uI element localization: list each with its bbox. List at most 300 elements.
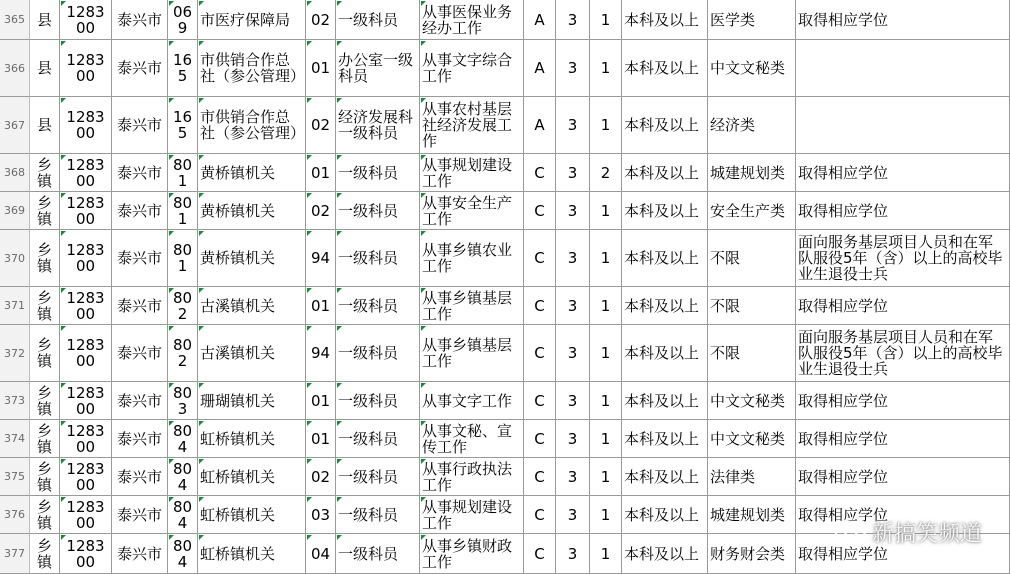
row-header[interactable]: 377 — [0, 534, 30, 574]
job-duty-cell[interactable] — [420, 0, 524, 40]
ratio-text: 3 — [567, 344, 578, 362]
position-cell[interactable] — [336, 287, 420, 325]
city-cell[interactable] — [112, 230, 168, 287]
ratio-cell[interactable] — [556, 40, 590, 97]
quota-text: 1 — [600, 429, 611, 448]
city-cell[interactable] — [112, 192, 168, 230]
org-code-cell[interactable] — [60, 534, 112, 574]
level-cell[interactable] — [30, 0, 60, 40]
education-cell[interactable] — [622, 287, 708, 325]
category-cell[interactable] — [524, 192, 556, 230]
job-duty-cell[interactable] — [420, 40, 524, 97]
quota-cell[interactable] — [590, 230, 622, 287]
dept-code-cell[interactable] — [168, 420, 198, 458]
category-text: A — [534, 10, 545, 29]
remarks-cell[interactable] — [796, 287, 1010, 325]
department-cell[interactable] — [198, 534, 306, 574]
cell-indicator-icon — [337, 459, 342, 464]
level-cell[interactable] — [30, 325, 60, 382]
row-header[interactable]: 373 — [0, 382, 30, 420]
level-cell[interactable] — [30, 192, 60, 230]
level-cell[interactable] — [30, 154, 60, 192]
level-text: 乡镇 — [36, 383, 52, 418]
ratio-text: 3 — [567, 116, 578, 134]
row-header[interactable]: 369 — [0, 192, 30, 230]
table-row[interactable] — [0, 0, 1010, 40]
ratio-cell[interactable] — [556, 230, 590, 287]
position-cell[interactable] — [336, 534, 420, 574]
city-cell[interactable] — [112, 154, 168, 192]
position-cell[interactable] — [336, 496, 420, 534]
cell-indicator-icon — [199, 41, 204, 46]
row-header[interactable]: 372 — [0, 325, 30, 382]
department-text: 市供销合作总社（参公管理） — [200, 108, 306, 142]
remarks-cell[interactable] — [796, 154, 1010, 192]
category-cell[interactable] — [524, 458, 556, 496]
major-cell[interactable] — [708, 458, 796, 496]
city-cell[interactable] — [112, 458, 168, 496]
department-cell[interactable] — [198, 230, 306, 287]
department-text: 黄桥镇机关 — [200, 163, 276, 182]
ratio-cell[interactable] — [556, 534, 590, 574]
cell-indicator-icon — [199, 193, 204, 198]
table-row[interactable] — [0, 420, 1010, 458]
category-cell[interactable] — [524, 325, 556, 382]
job-duty-text: 从事乡镇基层工作 — [422, 288, 513, 323]
dept-code-cell[interactable] — [168, 496, 198, 534]
category-cell[interactable] — [524, 97, 556, 154]
ratio-cell[interactable] — [556, 97, 590, 154]
ratio-cell[interactable] — [556, 382, 590, 420]
table-row[interactable] — [0, 382, 1010, 420]
row-header[interactable]: 365 — [0, 0, 30, 40]
quota-cell[interactable] — [590, 496, 622, 534]
table-row[interactable] — [0, 230, 1010, 287]
department-text: 市医疗保障局 — [200, 10, 291, 29]
major-cell[interactable] — [708, 97, 796, 154]
quota-cell[interactable] — [590, 382, 622, 420]
remarks-cell[interactable] — [796, 382, 1010, 420]
quota-cell[interactable] — [590, 40, 622, 97]
org-code-cell[interactable] — [60, 230, 112, 287]
education-text: 本科及以上 — [624, 201, 700, 220]
quota-cell[interactable] — [590, 287, 622, 325]
job-duty-text: 从事农村基层社经济发展工作 — [422, 100, 513, 150]
quota-cell[interactable] — [590, 192, 622, 230]
major-cell[interactable] — [708, 382, 796, 420]
cell-indicator-icon — [61, 193, 66, 198]
education-text: 本科及以上 — [624, 467, 700, 486]
position-code-text: 01 — [310, 296, 331, 315]
position-cell[interactable] — [336, 420, 420, 458]
cell-indicator-icon — [199, 326, 204, 331]
ratio-cell[interactable] — [556, 0, 590, 40]
major-cell[interactable] — [708, 0, 796, 40]
cell-indicator-icon — [61, 1, 66, 6]
ratio-cell[interactable] — [556, 496, 590, 534]
dept-code-cell[interactable] — [168, 230, 198, 287]
dept-code-cell[interactable] — [168, 382, 198, 420]
category-cell[interactable] — [524, 382, 556, 420]
education-cell[interactable] — [622, 0, 708, 40]
major-text: 城建规划类 — [710, 505, 786, 524]
quota-cell[interactable] — [590, 420, 622, 458]
row-header[interactable]: 374 — [0, 420, 30, 458]
row-header[interactable]: 376 — [0, 496, 30, 534]
ratio-cell[interactable] — [556, 325, 590, 382]
department-cell[interactable] — [198, 97, 306, 154]
position-cell[interactable] — [336, 97, 420, 154]
education-text: 本科及以上 — [624, 505, 700, 524]
city-cell[interactable] — [112, 420, 168, 458]
level-text: 乡镇 — [36, 459, 52, 494]
city-text: 泰兴市 — [116, 505, 162, 524]
quota-text: 1 — [600, 296, 611, 315]
position-code-cell[interactable] — [306, 97, 336, 154]
position-cell[interactable] — [336, 40, 420, 97]
cell-indicator-icon — [421, 1, 426, 6]
cell-indicator-icon — [61, 155, 66, 160]
major-cell[interactable] — [708, 40, 796, 97]
job-duty-cell[interactable] — [420, 458, 524, 496]
level-cell[interactable] — [30, 382, 60, 420]
dept-code-text: 801 — [172, 155, 193, 190]
job-duty-cell[interactable] — [420, 287, 524, 325]
cell-indicator-icon — [307, 459, 312, 464]
job-duty-cell[interactable] — [420, 192, 524, 230]
city-cell[interactable] — [112, 97, 168, 154]
row-header[interactable]: 368 — [0, 154, 30, 192]
city-cell[interactable] — [112, 382, 168, 420]
remarks-cell[interactable] — [796, 0, 1010, 40]
major-cell[interactable] — [708, 496, 796, 534]
org-code-text: 128300 — [66, 193, 105, 228]
row-header[interactable]: 375 — [0, 458, 30, 496]
city-cell[interactable] — [112, 40, 168, 97]
cell-indicator-icon — [337, 326, 342, 331]
city-text: 泰兴市 — [116, 116, 162, 134]
city-text: 泰兴市 — [116, 467, 162, 486]
ratio-cell[interactable] — [556, 420, 590, 458]
category-cell[interactable] — [524, 154, 556, 192]
major-text: 中文文秘类 — [710, 59, 786, 77]
cell-indicator-icon — [337, 1, 342, 6]
table-row[interactable] — [0, 154, 1010, 192]
city-cell[interactable] — [112, 496, 168, 534]
job-duty-cell[interactable] — [420, 420, 524, 458]
dept-code-cell[interactable] — [168, 287, 198, 325]
major-text: 法律类 — [710, 467, 756, 486]
position-text: 一级科员 — [338, 249, 399, 267]
org-code-cell[interactable] — [60, 382, 112, 420]
org-code-cell[interactable] — [60, 192, 112, 230]
dept-code-text: 069 — [172, 2, 193, 37]
major-cell[interactable] — [708, 420, 796, 458]
quota-cell[interactable] — [590, 154, 622, 192]
position-code-cell[interactable] — [306, 0, 336, 40]
cell-indicator-icon — [337, 193, 342, 198]
quota-text: 1 — [600, 505, 611, 524]
dept-code-cell[interactable] — [168, 0, 198, 40]
major-text: 财务财会类 — [710, 544, 786, 563]
dept-code-cell[interactable] — [168, 458, 198, 496]
remarks-text: 面向服务基层项目人员和在军队服役5年（含）以上的高校毕业生退役士兵 — [798, 233, 1003, 283]
quota-cell[interactable] — [590, 534, 622, 574]
ratio-cell[interactable] — [556, 458, 590, 496]
category-text: C — [534, 505, 545, 524]
table-row[interactable] — [0, 97, 1010, 154]
cell-indicator-icon — [421, 98, 426, 103]
education-cell[interactable] — [622, 192, 708, 230]
position-code-cell[interactable] — [306, 230, 336, 287]
table-row[interactable] — [0, 192, 1010, 230]
org-code-cell[interactable] — [60, 287, 112, 325]
org-code-cell[interactable] — [60, 40, 112, 97]
position-code-cell[interactable] — [306, 382, 336, 420]
position-cell[interactable] — [336, 230, 420, 287]
education-cell[interactable] — [622, 325, 708, 382]
quota-text: 1 — [600, 59, 611, 77]
department-cell[interactable] — [198, 420, 306, 458]
cell-indicator-icon — [307, 288, 312, 293]
remarks-text: 取得相应学位 — [798, 201, 889, 220]
major-cell[interactable] — [708, 534, 796, 574]
education-text: 本科及以上 — [624, 163, 700, 182]
major-cell[interactable] — [708, 287, 796, 325]
cell-indicator-icon — [307, 535, 312, 540]
quota-cell[interactable] — [590, 458, 622, 496]
city-cell[interactable] — [112, 534, 168, 574]
education-cell[interactable] — [622, 534, 708, 574]
cell-indicator-icon — [337, 421, 342, 426]
job-duty-cell[interactable] — [420, 97, 524, 154]
cell-indicator-icon — [307, 41, 312, 46]
major-text: 不限 — [710, 344, 741, 362]
cell-indicator-icon — [169, 41, 174, 46]
position-code-cell[interactable] — [306, 192, 336, 230]
position-cell[interactable] — [336, 192, 420, 230]
cell-indicator-icon — [199, 497, 204, 502]
department-cell[interactable] — [198, 325, 306, 382]
level-cell[interactable] — [30, 230, 60, 287]
ratio-text: 3 — [567, 296, 578, 315]
level-text: 乡镇 — [36, 288, 52, 323]
cell-indicator-icon — [421, 421, 426, 426]
dept-code-text: 801 — [172, 193, 193, 228]
category-cell[interactable] — [524, 40, 556, 97]
cell-indicator-icon — [61, 383, 66, 388]
level-cell[interactable] — [30, 458, 60, 496]
cell-indicator-icon — [199, 535, 204, 540]
table-row[interactable] — [0, 325, 1010, 382]
position-code-text: 02 — [310, 116, 331, 134]
row-header[interactable]: 366 — [0, 40, 30, 97]
major-cell[interactable] — [708, 154, 796, 192]
row-header[interactable]: 370 — [0, 230, 30, 287]
job-duty-text: 从事规划建设工作 — [422, 497, 513, 532]
department-cell[interactable] — [198, 154, 306, 192]
dept-code-cell[interactable] — [168, 154, 198, 192]
position-text: 一级科员 — [338, 505, 399, 524]
table-row[interactable] — [0, 287, 1010, 325]
department-cell[interactable] — [198, 496, 306, 534]
job-duty-cell[interactable] — [420, 534, 524, 574]
org-code-cell[interactable] — [60, 325, 112, 382]
row-header[interactable]: 371 — [0, 287, 30, 325]
position-cell[interactable] — [336, 458, 420, 496]
org-code-text: 128300 — [66, 51, 105, 85]
cell-indicator-icon — [169, 535, 174, 540]
position-code-cell[interactable] — [306, 496, 336, 534]
education-text: 本科及以上 — [624, 116, 700, 134]
ratio-cell[interactable] — [556, 154, 590, 192]
major-cell[interactable] — [708, 325, 796, 382]
table-row[interactable] — [0, 458, 1010, 496]
level-cell[interactable] — [30, 534, 60, 574]
dept-code-cell[interactable] — [168, 40, 198, 97]
category-text: C — [534, 391, 545, 410]
remarks-cell[interactable] — [796, 325, 1010, 382]
org-code-cell[interactable] — [60, 496, 112, 534]
remarks-cell[interactable] — [796, 420, 1010, 458]
position-code-text: 94 — [310, 344, 331, 362]
job-duty-cell[interactable] — [420, 230, 524, 287]
education-cell[interactable] — [622, 420, 708, 458]
dept-code-cell[interactable] — [168, 534, 198, 574]
ratio-cell[interactable] — [556, 192, 590, 230]
position-cell[interactable] — [336, 154, 420, 192]
position-code-cell[interactable] — [306, 458, 336, 496]
remarks-cell[interactable] — [796, 230, 1010, 287]
position-cell[interactable] — [336, 325, 420, 382]
ratio-cell[interactable] — [556, 287, 590, 325]
category-cell[interactable] — [524, 287, 556, 325]
remarks-cell[interactable] — [796, 192, 1010, 230]
position-code-text: 04 — [310, 544, 331, 563]
job-duty-cell[interactable] — [420, 325, 524, 382]
cell-indicator-icon — [199, 155, 204, 160]
position-code-cell[interactable] — [306, 325, 336, 382]
org-code-text: 128300 — [66, 241, 105, 275]
education-cell[interactable] — [622, 230, 708, 287]
org-code-text: 128300 — [66, 108, 105, 142]
dept-code-text: 802 — [172, 288, 193, 323]
position-code-text: 94 — [310, 249, 331, 267]
job-duty-cell[interactable] — [420, 496, 524, 534]
category-cell[interactable] — [524, 420, 556, 458]
row-header[interactable]: 367 — [0, 97, 30, 154]
position-text: 一级科员 — [338, 429, 399, 448]
position-cell[interactable] — [336, 382, 420, 420]
cell-indicator-icon — [199, 1, 204, 6]
job-duty-text: 从事文字工作 — [422, 391, 513, 410]
department-cell[interactable] — [198, 0, 306, 40]
level-text: 县 — [36, 10, 52, 29]
level-cell[interactable] — [30, 420, 60, 458]
org-code-cell[interactable] — [60, 458, 112, 496]
job-duty-text: 从事文字综合工作 — [422, 51, 513, 85]
department-cell[interactable] — [198, 458, 306, 496]
position-code-cell[interactable] — [306, 287, 336, 325]
quota-cell[interactable] — [590, 325, 622, 382]
quota-cell[interactable] — [590, 0, 622, 40]
org-code-cell[interactable] — [60, 0, 112, 40]
ratio-text: 3 — [567, 10, 578, 29]
org-code-cell[interactable] — [60, 97, 112, 154]
department-cell[interactable] — [198, 192, 306, 230]
major-cell[interactable] — [708, 230, 796, 287]
quota-text: 1 — [600, 116, 611, 134]
education-cell[interactable] — [622, 458, 708, 496]
job-duty-text: 从事文秘、宣传工作 — [422, 421, 513, 456]
ratio-text: 3 — [567, 544, 578, 563]
category-cell[interactable] — [524, 0, 556, 40]
education-cell[interactable] — [622, 382, 708, 420]
position-code-cell[interactable] — [306, 534, 336, 574]
level-cell[interactable] — [30, 287, 60, 325]
dept-code-cell[interactable] — [168, 97, 198, 154]
quota-text: 2 — [600, 163, 611, 182]
position-code-cell[interactable] — [306, 40, 336, 97]
position-code-cell[interactable] — [306, 420, 336, 458]
remarks-cell[interactable] — [796, 458, 1010, 496]
department-cell[interactable] — [198, 287, 306, 325]
cell-indicator-icon — [199, 231, 204, 236]
job-duty-cell[interactable] — [420, 382, 524, 420]
education-cell[interactable] — [622, 154, 708, 192]
category-cell[interactable] — [524, 496, 556, 534]
city-cell[interactable] — [112, 287, 168, 325]
position-code-text: 01 — [310, 429, 331, 448]
category-cell[interactable] — [524, 230, 556, 287]
city-cell[interactable] — [112, 325, 168, 382]
major-cell[interactable] — [708, 192, 796, 230]
dept-code-cell[interactable] — [168, 192, 198, 230]
table-row[interactable] — [0, 40, 1010, 97]
level-cell[interactable] — [30, 496, 60, 534]
job-duty-cell[interactable] — [420, 154, 524, 192]
remarks-cell[interactable] — [796, 40, 1010, 97]
category-text: C — [534, 163, 545, 182]
org-code-cell[interactable] — [60, 154, 112, 192]
department-text: 珊瑚镇机关 — [200, 391, 276, 410]
major-text: 不限 — [710, 249, 741, 267]
remarks-text: 取得相应学位 — [798, 391, 889, 410]
remarks-cell[interactable] — [796, 97, 1010, 154]
position-code-text: 03 — [310, 505, 331, 524]
level-cell[interactable] — [30, 97, 60, 154]
quota-text: 1 — [600, 391, 611, 410]
category-cell[interactable] — [524, 534, 556, 574]
category-text: A — [534, 59, 545, 77]
department-cell[interactable] — [198, 382, 306, 420]
org-code-text: 128300 — [66, 383, 105, 418]
education-cell[interactable] — [622, 40, 708, 97]
education-cell[interactable] — [622, 97, 708, 154]
city-cell[interactable] — [112, 0, 168, 40]
position-cell[interactable] — [336, 0, 420, 40]
dept-code-cell[interactable] — [168, 325, 198, 382]
level-cell[interactable] — [30, 40, 60, 97]
department-cell[interactable] — [198, 40, 306, 97]
org-code-cell[interactable] — [60, 420, 112, 458]
cell-indicator-icon — [421, 41, 426, 46]
position-text: 一级科员 — [338, 344, 399, 362]
education-cell[interactable] — [622, 496, 708, 534]
dept-code-text: 804 — [172, 536, 193, 571]
quota-cell[interactable] — [590, 97, 622, 154]
position-code-cell[interactable] — [306, 154, 336, 192]
